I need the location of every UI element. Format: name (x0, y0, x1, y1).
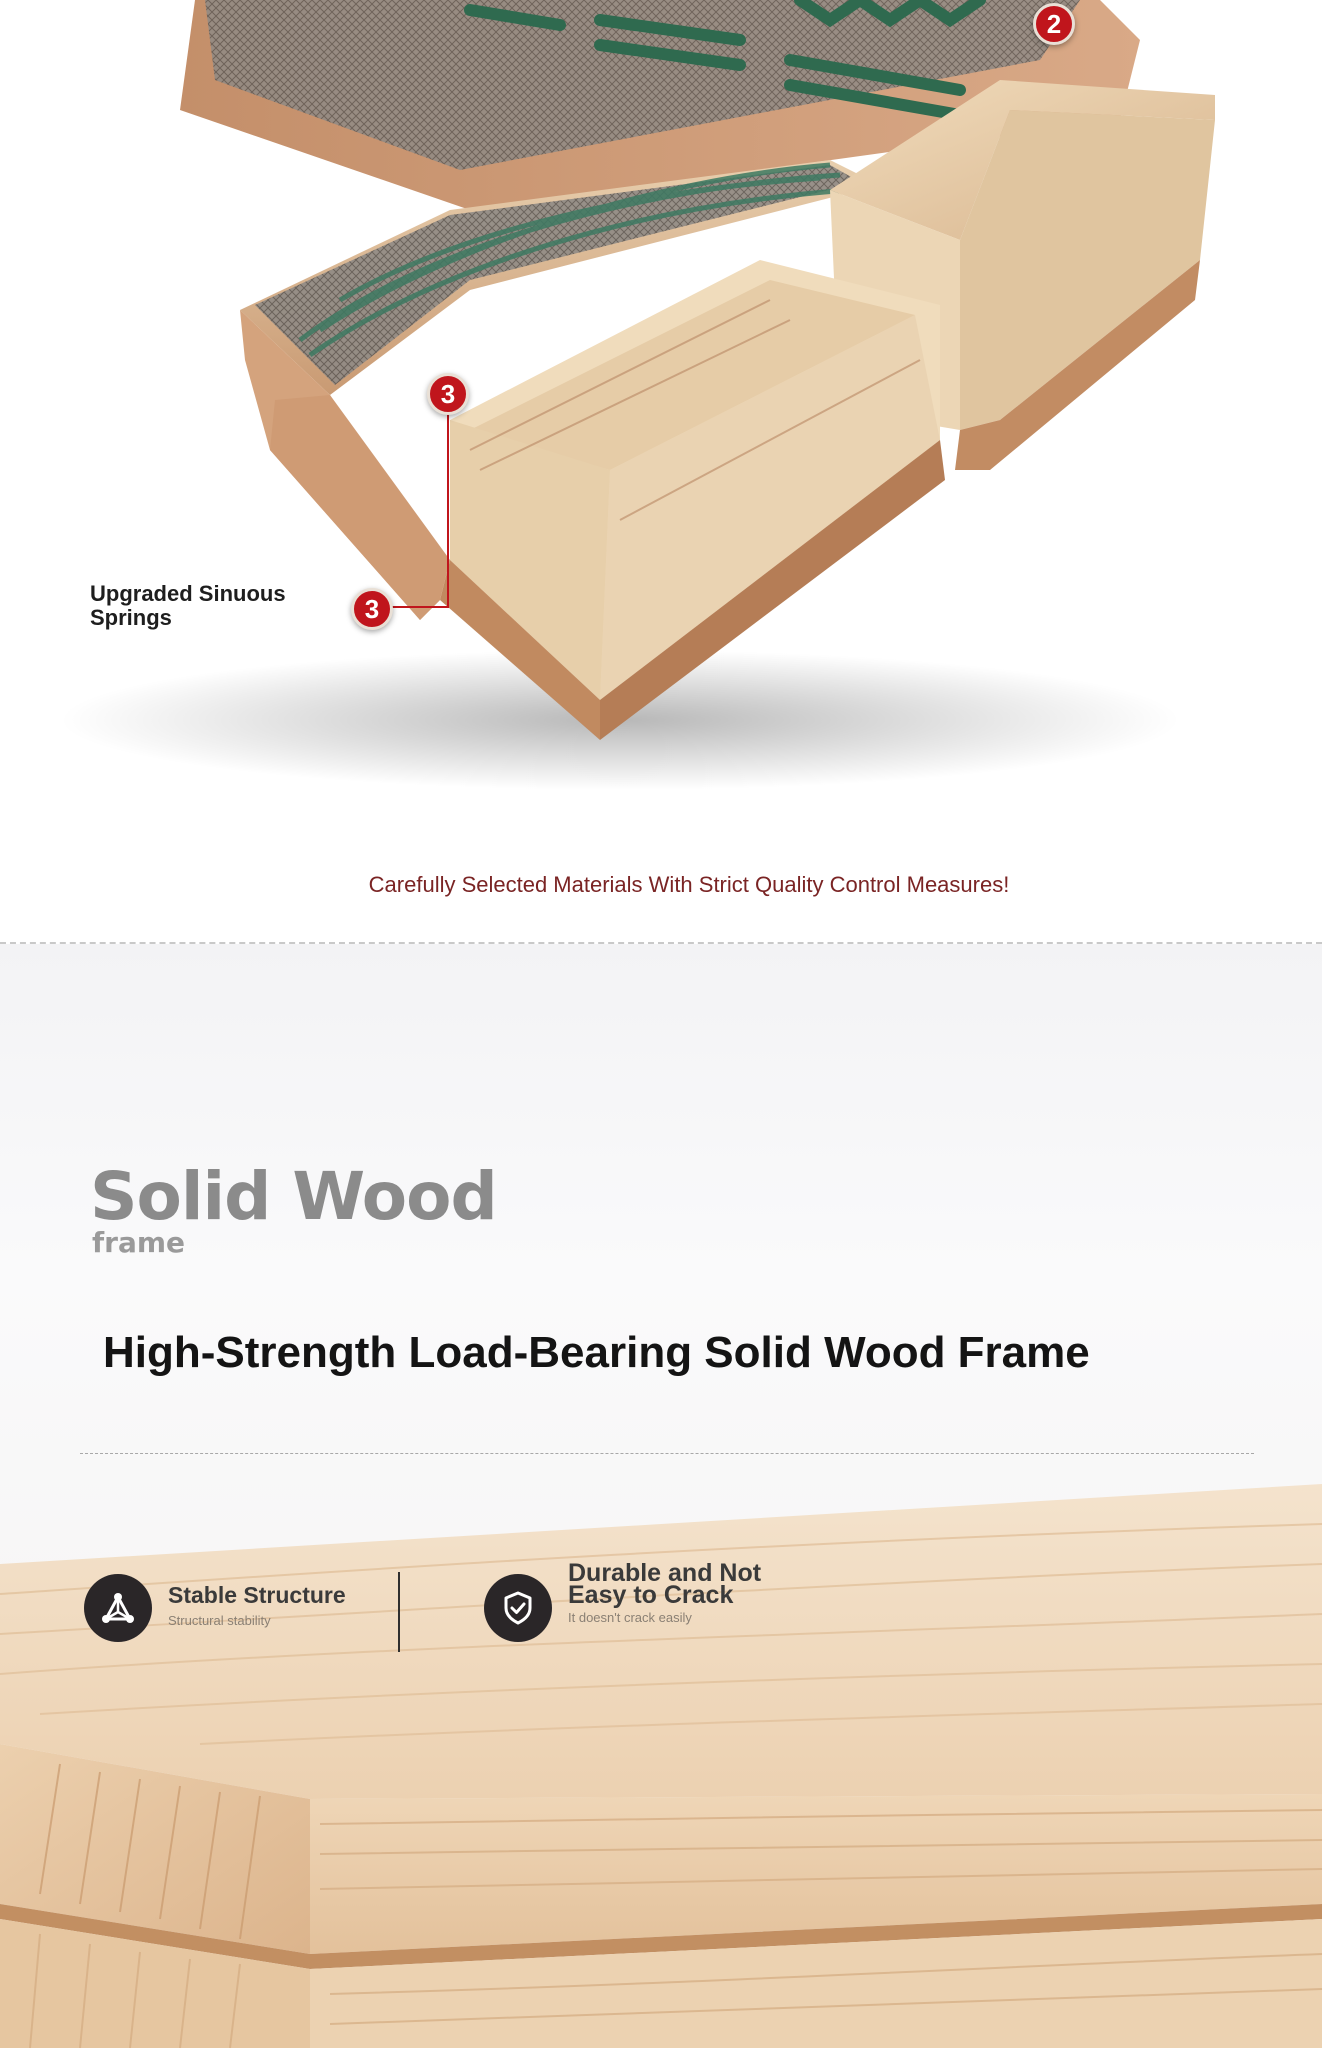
sofa-frame-image (0, 0, 1322, 820)
callout-marker-3-label: 3 (351, 588, 393, 630)
feature-title: Durable and Not Easy to Crack (568, 1559, 762, 1609)
feature-durable (484, 1559, 788, 1642)
quality-tagline: Carefully Selected Materials With Strict Quality Control Measures! (368, 872, 1010, 897)
shield-check-icon (484, 1574, 552, 1642)
sofa-frame-section (0, 0, 1322, 942)
feature-stable-structure (84, 1574, 346, 1642)
solid-wood-logo-subtitle: frame (92, 1226, 186, 1259)
solid-wood-logo-title: Solid Wood (90, 1158, 497, 1235)
wood-plank-image (0, 944, 1322, 2048)
structure-icon (84, 1574, 152, 1642)
solid-wood-section (0, 944, 1322, 2048)
feature-separator (398, 1572, 400, 1652)
feature-subtitle: It doesn't crack easily (568, 1610, 692, 1625)
headline-divider (80, 1453, 1254, 1454)
frame-headline: High-Strength Load-Bearing Solid Wood Frame (103, 1328, 1090, 1377)
feature-subtitle: Structural stability (168, 1613, 271, 1628)
callout-marker-2: 2 (1033, 3, 1075, 45)
callout-marker-3-spring: 3 (427, 373, 469, 415)
feature-title: Stable Structure (168, 1582, 346, 1608)
springs-label: Upgraded Sinuous Springs (90, 581, 286, 630)
